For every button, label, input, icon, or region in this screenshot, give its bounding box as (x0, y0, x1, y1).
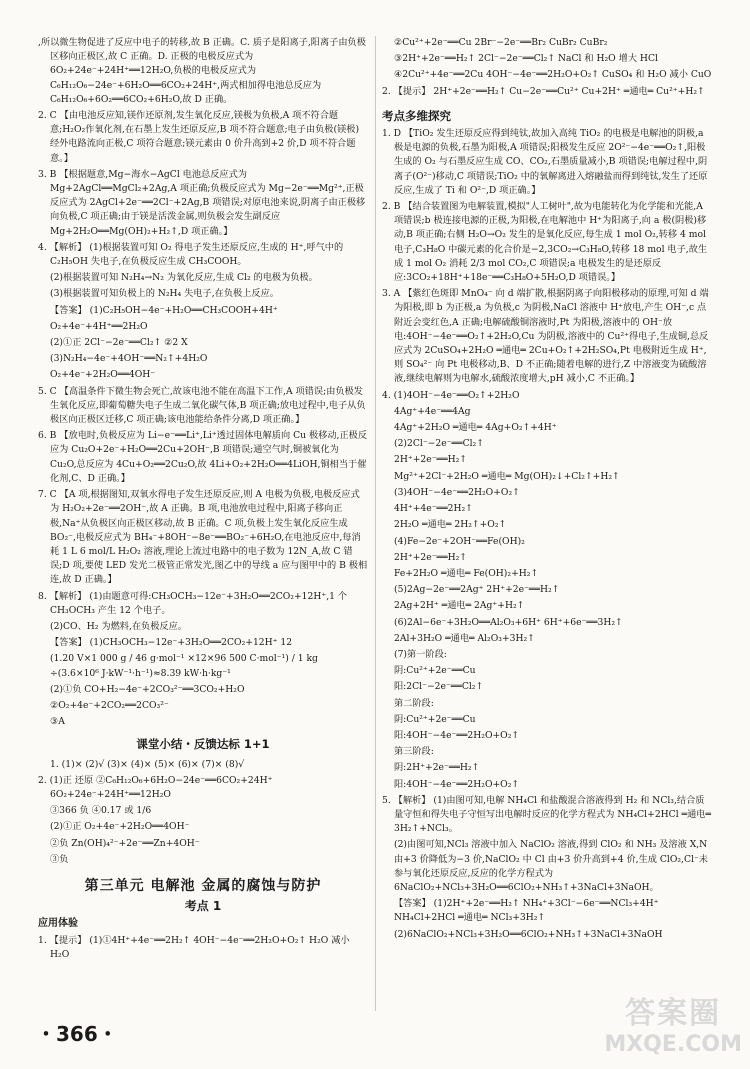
right-item: 2H₂O ═通电═ 2H₂↑+O₂↑ (394, 519, 507, 531)
left-item: 应用体验 (38, 918, 78, 930)
right-item: 【答案】 (1)2H⁺+2e⁻══H₂↑ NH₄⁺+3Cl⁻−6e⁻══NCl₃+4H⁺ NH₄Cl+2HCl ═通电═ NCl₃+3H₂↑ (394, 898, 659, 924)
right-item: (2)6NaClO₂+NCl₃+3H₂O══6ClO₂+NH₃↑+3NaCl+3NaOH (394, 928, 663, 940)
right-item: 阴:Cu²⁺+2e⁻══Cu (394, 665, 476, 677)
right-item: 4H⁺+4e⁻══2H₂↑ (394, 503, 473, 515)
left-item: ②O₂+4e⁻+2CO₂══2CO₃²⁻ (50, 699, 169, 711)
left-item: ②负 Zn(OH)₄²⁻+2e⁻══Zn+4OH⁻ (50, 837, 200, 849)
left-item: O₂+4e⁻+4H⁺══2H₂O (50, 320, 148, 332)
right-item: (6)2Al−6e⁻+3H₂O══Al₂O₃+6H⁺ 6H⁺+6e⁻══3H₂↑ (394, 616, 623, 628)
right-item: 第二阶段: (394, 697, 434, 709)
column-divider (375, 36, 376, 1011)
right-item: 考点多维探究 (382, 108, 451, 123)
right-item: Fe+2H₂O ═通电═ Fe(OH)₂+H₂↑ (394, 567, 539, 579)
left-item: ③负 (50, 853, 69, 865)
right-item: 2H⁺+2e⁻══H₂↑ (394, 551, 467, 563)
left-item: 5. C 【高温条件下微生物会死亡,故该电池不能在高温下工作,A 项错误;由负极发生氧化反应,即葡萄糖失电子生成二氧化碳气体,B 项正确;放电过程中,电子从负极区向正极区迁移,C 项正确;该电池能给条件分离,D 项正确。】 (38, 385, 366, 426)
right-item: (3)4OH⁻−4e⁻══2H₂O+O₂↑ (394, 486, 520, 498)
right-item: 阳:4OH⁻−4e⁻══2H₂O+O₂↑ (394, 778, 520, 790)
right-item: 2. B 【结合装置图为电解装置,模拟"人工树叶",故为电能转化为化学能和光能,A 项错误;b 极连接电源的正极,为阳极,在电解池中 H⁺为阳离子,向 a 极(阴极)移动,B 项正确;右侧 H₂O→O₂ 发生的是氧化反应,每生成 1 mol O₂,转移 4 mol 电子,C₃H₈O 中碳元素的化合价是−2,3CO₂→C₃H₈O,转移 18 mol 电子,故生成 1 mol O₂ 消耗 2/3 mol CO₂,C 项错误;a 电极发生的是还原反应:3CO₂+18H⁺+18e⁻══C₃H₈O+5H₂O,D 项错误。】 (382, 201, 708, 284)
left-item: 【答案】 (1)C₂H₅OH−4e⁻+H₂O══CH₃COOH+4H⁺ (50, 304, 278, 316)
watermark (604, 988, 742, 1057)
right-item: ②Cu²⁺+2e⁻══Cu 2Br⁻−2e⁻══Br₂ CuBr₂ CuBr₂ (394, 37, 608, 48)
left-item: 1. 【提示】 (1)①4H⁺+4e⁻══2H₂↑ 4OH⁻−4e⁻══2H₂O+O₂↑ H₂O 减小 H₂O (38, 934, 350, 960)
right-item: Mg²⁺+2Cl⁻+2H₂O ═通电═ Mg(OH)₂↓+Cl₂↑+H₂↑ (394, 470, 620, 482)
right-item: 2H⁺+2e⁻══H₂↑ (394, 454, 467, 466)
right-item: ④2Cu²⁺+4e⁻══2Cu 4OH⁻−4e⁻══2H₂O+O₂↑ CuSO₄ 和 H₂O 减小 CuO (394, 69, 712, 81)
right-item: 3. A 【紫红色斑即 MnO₄⁻ 向 d 端扩散,根据阴离子向阳极移动的原理,可知 d 端为阳极,即 b 为正极,a 为负极,c 为阴极,NaCl 溶液中 H⁺放电,产生 OH⁻,c 点附近会变红色,A 正确;电解硫酸铜溶液时,Pt 为阳极,溶液中的 OH⁻放电:4OH⁻−4e⁻══O₂↑+2H₂O,Cu 为阴极,溶液中的 Cu²⁺得电子,生成铜,总反应式为 2CuSO₄+2H₂O ═通电═ 2Cu+O₂↑+2H₂SO₄,Pt 电极附近生成 H⁺,则 SO₄²⁻ 向 Pt 电极移动,B、D 不正确;随着电解的进行,Z 中溶液变为硫酸溶液,继续电解则为电解水,硫酸浓度增大,pH 减小,C 不正确。】 (382, 288, 709, 385)
left-item: (2)①正 O₂+4e⁻+2H₂O══4OH⁻ (50, 821, 190, 833)
right-item: (7)第一阶段: (394, 648, 447, 660)
right-item: 阴:Cu²⁺+2e⁻══Cu (394, 713, 476, 725)
right-item: 阳:4OH⁻−4e⁻══2H₂O+O₂↑ (394, 729, 520, 741)
left-item: ,所以微生物促进了反应中电子的转移,故 B 正确。C. 质子是阳离子,阳离子由负极区移向正极区,故 C 正确。D. 正极的电极反应式为 6O₂+24e⁻+24H⁺══12H₂O,负极的电极反应式为 C₆H₁₂O₆−24e⁻+6H₂O══6CO₂+24H⁺,两式相加得电池总反应为 C₆H₁₂O₆+6O₂══6CO₂+6H₂O,故 D 正确。 (38, 37, 366, 105)
left-item: 【答案】 (1)CH₃OCH₃−12e⁻+3H₂O══2CO₂+12H⁺ 12 (50, 637, 293, 649)
right-item: (5)2Ag−2e⁻══2Ag⁺ 2H⁺+2e⁻══H₂↑ (394, 584, 560, 596)
left-item: 6. B 【放电时,负极反应为 Li−e⁻══Li⁺,Li⁺透过固体电解质向 Cu 极移动,正极反应为 Cu₂O+2e⁻+H₂O══2Cu+2OH⁻,B 项错误;通空气时,铜被氧化为 Cu₂O,总反应为 4Cu+O₂══2Cu₂O,故 4Li+O₂+2H₂O══4LiOH,铜相当于催化剂,C、D 正确。】 (38, 430, 368, 484)
left-column (38, 36, 368, 964)
left-item: 2. C 【由电池反应知,镁作还原剂,发生氧化反应,镁极为负极,A 项不符合题意;H₂O₂作氧化剂,在石墨上发生还原反应,B 项不符合题意;电子由负极(镁极)经外电路流向正极,C 项符合题意;镁元素由 0 价升高到+2 价,D 项不符合题意。】 (38, 110, 360, 164)
left-item: ③366 负 ④0.17 或 1/6 (50, 805, 152, 817)
right-item: (2)2Cl⁻−2e⁻══Cl₂↑ (394, 438, 484, 450)
left-item: 考点 1 (184, 899, 222, 914)
right-item: 第三阶段: (394, 746, 434, 758)
left-item: 课堂小结・反馈达标 1+1 (136, 737, 270, 752)
right-item: 2. 【提示】 2H⁺+2e⁻══H₂↑ Cu−2e⁻══Cu²⁺ Cu+2H⁺ ═通电═ Cu²⁺+H₂↑ (382, 85, 705, 97)
right-item: 1. D 【TiO₂ 发生还原反应得到纯钛,故加入高纯 TiO₂ 的电极是电解池的阴极,a 极是电源的负极,石墨为阳极,A 项错误;阳极发生反应 2O²⁻−4e⁻══O₂↑,阳极生成的 O₂ 与石墨反应生成 CO、CO₂,石墨质量减小,B 项错误;电解过程中,阴离子(O²⁻)移动,C 项错误;TiO₂ 中的氧解离进入熔融盐而得到纯钛,发生了还原反应,生成了 Ti 和 O²⁻,D 项正确。】 (382, 128, 708, 196)
left-item: ③A (50, 716, 65, 728)
page-number: ・366・ (36, 1022, 118, 1046)
left-item: 7. C 【A 项,根据图知,双氧水得电子发生还原反应,则 A 电极为负极,电极反应式为 H₂O₂+2e⁻══2OH⁻,故 A 正确。B 项,电池放电过程中,阳离子移向正极,Na⁺从负极区向正极区移动,故 B 正确。C 项,负极上发生氧化反应生成 BO₂⁻,电极反应式为 BH₄⁻+8OH⁻−8e⁻══BO₂⁻+6H₂O,在电池反应中,每消耗 1 L 6 mol/L H₂O₂ 溶液,理论上流过电路中的电子数为 12N_A,故 C 错误;D 项,要使 LED 发光二极管正常发光,图乙中的导线 a 应与图甲中的 B 极相连,故 D 正确。】 (38, 489, 368, 586)
right-item: ③2H⁺+2e⁻══H₂↑ 2Cl⁻−2e⁻══Cl₂↑ NaCl 和 H₂O 增大 HCl (394, 53, 658, 65)
right-item: 4Ag⁺+4e⁻══4Ag (394, 405, 471, 417)
left-item: 第三单元 电解池 金属的腐蚀与防护 (84, 877, 322, 894)
left-item: (2)CO、H₂ 为燃料,在负极反应。 (50, 620, 187, 632)
right-item: (4)Fe−2e⁻+2OH⁻══Fe(OH)₂ (394, 535, 525, 547)
right-item: 2Al+3H₂O ═通电═ Al₂O₃+3H₂↑ (394, 632, 535, 644)
right-item: 4Ag⁺+2H₂O ═通电═ 4Ag+O₂↑+4H⁺ (394, 422, 557, 434)
right-item: 阴:2H⁺+2e⁻══H₂↑ (394, 762, 480, 774)
watermark-url: MXQE.COM (604, 1032, 742, 1057)
left-item: 1. (1)× (2)√ (3)× (4)× (5)× (6)× (7)× (8)√ (50, 758, 245, 770)
left-item: 2. (1)正 还原 ②C₆H₁₂O₆+6H₂O−24e⁻══6CO₂+24H⁺ 6O₂+24e⁻+24H⁺══12H₂O (38, 774, 273, 800)
left-item: 3. B 【根据题意,Mg−海水−AgCl 电池总反应式为 Mg+2AgCl══MgCl₂+2Ag,A 项正确;负极反应式为 Mg−2e⁻══Mg²⁺,正极反应式为 2AgCl+2e⁻══2Cl⁻+2Ag,B 项错误;对原电池来说,阴离子由正极移向负极,C 项正确;由于镁是活泼金属,则负极会发生副反应 Mg+2H₂O══Mg(OH)₂+H₂↑,D 项正确。】 (38, 168, 366, 237)
left-item: O₂+4e⁻+2H₂O══4OH⁻ (50, 369, 156, 381)
left-item: (1.20 V×1 000 g / 46 g·mol⁻¹ ×12×96 500 C·mol⁻¹) / 1 kg ÷(3.6×10⁶ J·kW⁻¹·h⁻¹)≈8.39 kW·h·kg⁻¹ (50, 653, 318, 679)
right-item: (2)由图可知,NCl₃ 溶液中加入 NaClO₂ 溶液,得到 ClO₂ 和 NH₃ 及溶液 X,N 由+3 价降低为−3 价,NaClO₂ 中 Cl 由+3 价升高到+4 价,生成 ClO₂,Cl⁻未参与氧化还原反应,反应的化学方程式为 6NaClO₂+NCl₃+3H₂O══6ClO₂+NH₃↑+3NaCl+3NaOH。 (394, 839, 708, 893)
right-item: 4. (1)4OH⁻−4e⁻══O₂↑+2H₂O (382, 389, 520, 401)
left-item: (3)根据装置可知负极上的 N₂H₄ 失电子,在负极上反应。 (50, 288, 279, 300)
right-item: 5. 【解析】 (1)由图可知,电解 NH₄Cl 和盐酸混合溶液得到 H₂ 和 NCl₃,结合质量守恒和得失电子守恒写出电解时反应的化学方程式为 NH₄Cl+2HCl ═通电═ 3H₂↑+NCl₃。 (382, 794, 712, 835)
left-item: (2)①正 2Cl⁻−2e⁻══Cl₂↑ ②2 X (50, 337, 188, 349)
right-item: 阳:2Cl⁻−2e⁻══Cl₂↑ (394, 681, 484, 693)
right-item: 2Ag+2H⁺ ═通电═ 2Ag⁺+H₂↑ (394, 600, 525, 612)
left-item: (2)①负 CO+H₂−4e⁻+2CO₃²⁻══3CO₂+H₂O (50, 683, 245, 695)
watermark-logo: 答案圈 (625, 996, 722, 1031)
left-item: 4. 【解析】 (1)根据装置可知 O₂ 得电子发生还原反应,生成的 H⁺,呼气中的 C₂H₅OH 失电子,在负极反应生成 CH₃COOH。 (38, 241, 344, 268)
left-item: (2)根据装置可知 N₂H₄→N₂ 为氧化反应,生成 Cl₂ 的电极为负极。 (50, 272, 318, 284)
left-item: 8. 【解析】 (1)由题意可得:CH₃OCH₃−12e⁻+3H₂O══2CO₂+12H⁺,1 个 CH₃OCH₃ 产生 12 个电子。 (38, 590, 348, 616)
left-item: (3)N₂H₄−4e⁻+4OH⁻══N₂↑+4H₂O (50, 353, 208, 365)
right-column (382, 36, 712, 944)
